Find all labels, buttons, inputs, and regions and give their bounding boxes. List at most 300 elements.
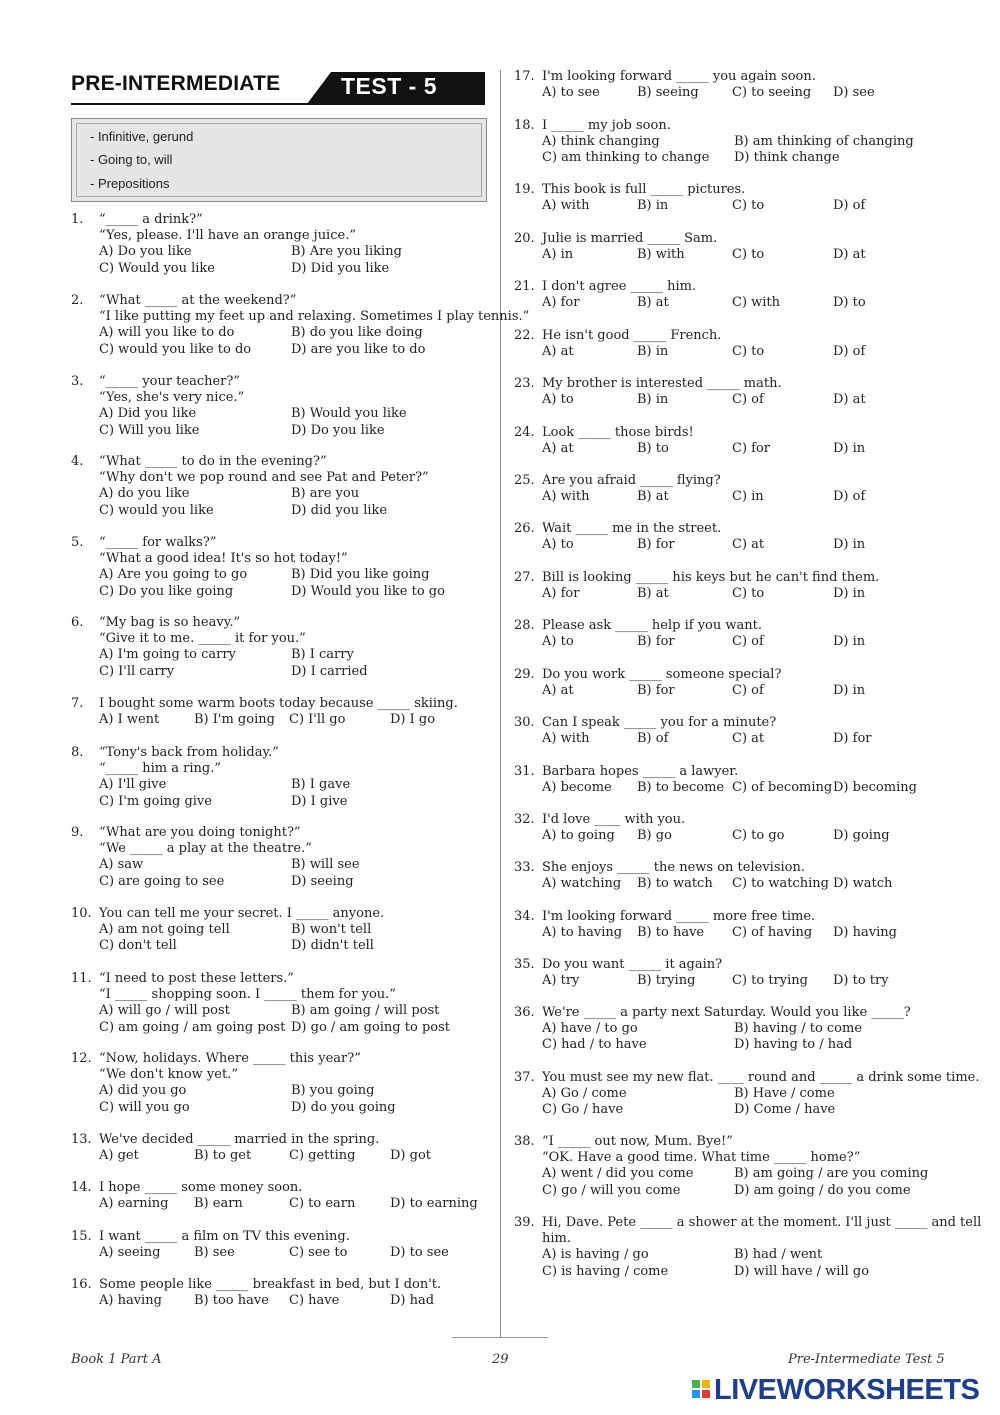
footer-rule	[452, 1337, 548, 1338]
answer-option[interactable]: A) is having / go	[542, 1247, 649, 1263]
answer-option[interactable]: A) I'll give	[99, 777, 167, 793]
answer-option[interactable]: C) I'll go	[289, 712, 346, 728]
answer-option[interactable]: D) having	[833, 925, 897, 941]
answer-option[interactable]: A) have / to go	[542, 1021, 638, 1037]
question-number: 23.	[514, 376, 535, 391]
question-stem: You must see my new flat. ____ round and _____ a drink some time.	[542, 1070, 980, 1085]
question-item	[514, 957, 889, 989]
answer-option[interactable]: B) earn	[194, 1196, 243, 1212]
answer-option[interactable]: D) am going / do you come	[734, 1182, 911, 1198]
answer-option[interactable]: C) to trying	[732, 973, 808, 989]
question-item	[514, 521, 866, 553]
answer-option[interactable]: C) getting	[289, 1148, 356, 1164]
answer-option[interactable]: B) had / went	[734, 1247, 823, 1263]
question-number: 17.	[514, 69, 535, 84]
question-stem: “I like putting my feet up and relaxing. Sometimes I play tennis.”	[99, 309, 530, 325]
answer-option[interactable]: C) of	[732, 392, 764, 408]
question-number: 24.	[514, 425, 535, 440]
answer-option[interactable]: C) see to	[289, 1245, 348, 1261]
question-item	[71, 535, 445, 600]
answer-option[interactable]: B) I gave	[291, 777, 351, 793]
question-item	[514, 1070, 979, 1119]
answer-option[interactable]: A) think changing	[542, 134, 660, 150]
question-item	[514, 1005, 911, 1054]
question-stem: “What _____ to do in the evening?”	[99, 454, 327, 469]
answer-option[interactable]: D) having to / had	[734, 1037, 853, 1053]
answer-option[interactable]: C) would you like to do	[99, 341, 252, 357]
answer-option[interactable]: D) Do you like	[291, 422, 385, 438]
question-number: 30.	[514, 715, 535, 730]
answer-option[interactable]: B) of	[637, 731, 669, 747]
answer-option[interactable]: B) seeing	[637, 85, 699, 101]
question-stem: “I need to post these letters.”	[99, 971, 294, 986]
question-number: 15.	[71, 1229, 92, 1244]
question-number: 38.	[514, 1134, 535, 1149]
question-number: 13.	[71, 1132, 92, 1147]
answer-option[interactable]: A) try	[542, 973, 580, 989]
answer-option[interactable]: A) saw	[99, 857, 144, 873]
question-stem: Some people like _____ breakfast in bed, but I don't.	[99, 1277, 442, 1292]
answer-option[interactable]: C) are going to see	[99, 873, 225, 889]
question-stem: We're _____ a party next Saturday. Would you like _____?	[542, 1005, 911, 1020]
answer-option[interactable]: D) do you going	[291, 1099, 396, 1115]
question-item	[514, 279, 866, 311]
answer-option[interactable]: B) to become	[637, 780, 725, 796]
question-stem: “_____ your teacher?”	[99, 374, 241, 389]
question-number: 6.	[71, 615, 84, 630]
answer-option[interactable]: B) with	[637, 247, 685, 263]
answer-option[interactable]: D) becoming	[833, 780, 917, 796]
answer-option[interactable]: A) with	[542, 489, 590, 505]
answer-option[interactable]: B) at	[637, 489, 669, 505]
answer-option[interactable]: A) for	[542, 295, 580, 311]
question-stem: “What _____ at the weekend?”	[99, 293, 297, 308]
answer-option[interactable]: A) get	[99, 1148, 139, 1164]
logo-square-icon	[692, 1390, 700, 1398]
answer-option[interactable]: D) I give	[291, 793, 348, 809]
answer-option[interactable]: A) will go / will post	[99, 1003, 230, 1019]
question-stem: “My bag is so heavy.”	[99, 615, 241, 630]
answer-option[interactable]: B) won't tell	[291, 922, 372, 938]
answer-option[interactable]: A) watching	[542, 876, 622, 892]
answer-option[interactable]: A) I'm going to carry	[99, 647, 236, 663]
answer-option[interactable]: D) at	[833, 392, 866, 408]
footer-test-name: Pre-Intermediate Test 5	[788, 1352, 945, 1367]
answer-option[interactable]: D) go / am going to post	[291, 1019, 450, 1035]
answer-option[interactable]: C) to watching	[732, 876, 829, 892]
question-stem: “_____ a drink?”	[99, 212, 203, 227]
question-item	[514, 118, 914, 167]
answer-option[interactable]: B) at	[637, 586, 669, 602]
question-stem: I _____ my job soon.	[542, 118, 671, 133]
answer-option[interactable]: B) I'm going	[194, 712, 275, 728]
column-divider	[500, 70, 501, 1338]
answer-option[interactable]: A) with	[542, 198, 590, 214]
question-number: 35.	[514, 957, 535, 972]
answer-option[interactable]: D) seeing	[291, 873, 354, 889]
answer-option[interactable]: A) Did you like	[99, 406, 197, 422]
answer-option[interactable]: D) are you like to do	[291, 341, 426, 357]
question-stem: We've decided _____ married in the spring.	[99, 1132, 380, 1147]
question-stem: “OK. Have a good time. What time _____ home?”	[542, 1150, 861, 1166]
question-stem: Hi, Dave. Pete _____ a shower at the moment. I'll just _____ and tell	[542, 1215, 982, 1230]
topic-item: - Infinitive, gerund	[90, 129, 194, 144]
answer-option[interactable]: B) to	[637, 441, 669, 457]
logo-text: LIVEWORKSHEETS	[714, 1374, 980, 1406]
question-stem: “What a good idea! It's so hot today!”	[99, 551, 348, 567]
answer-option[interactable]: A) become	[542, 780, 612, 796]
answer-option[interactable]: C) of	[732, 634, 764, 650]
question-stem: “I _____ shopping soon. I _____ them for you.”	[99, 987, 396, 1003]
answer-option[interactable]: B) Have / come	[734, 1086, 835, 1102]
question-number: 4.	[71, 454, 84, 469]
question-stem: him.	[542, 1231, 571, 1247]
answer-option[interactable]: D) in	[833, 537, 866, 553]
question-item	[514, 812, 890, 844]
answer-option[interactable]: A) to	[542, 392, 574, 408]
answer-option[interactable]: C) have	[289, 1293, 340, 1309]
question-number: 22.	[514, 328, 535, 343]
question-stem: My brother is interested _____ math.	[542, 376, 782, 391]
answer-option[interactable]: C) I'm going give	[99, 793, 212, 809]
question-number: 33.	[514, 860, 535, 875]
question-item	[71, 374, 407, 439]
answer-option[interactable]: D) of	[833, 489, 866, 505]
question-item	[514, 425, 866, 457]
question-item	[514, 69, 875, 101]
question-item	[514, 715, 872, 747]
answer-option[interactable]: A) to	[542, 634, 574, 650]
logo-square-icon	[692, 1380, 700, 1388]
question-stem: Barbara hopes _____ a lawyer.	[542, 764, 739, 779]
question-stem: I bought some warm boots today because _____ skiing.	[99, 696, 458, 711]
answer-option[interactable]: C) at	[732, 731, 765, 747]
question-item	[71, 1132, 431, 1164]
question-number: 37.	[514, 1070, 535, 1085]
question-item	[514, 182, 866, 214]
answer-option[interactable]: D) to see	[390, 1245, 449, 1261]
answer-option[interactable]: C) go / will you come	[542, 1182, 681, 1198]
question-stem: I'm looking forward _____ you again soon.	[542, 69, 816, 84]
question-number: 20.	[514, 231, 535, 246]
question-item	[514, 570, 879, 602]
answer-option[interactable]: D) I carried	[291, 663, 368, 679]
question-number: 18.	[514, 118, 535, 133]
question-stem: He isn't good _____ French.	[542, 328, 722, 343]
question-stem: “_____ for walks?”	[99, 535, 217, 550]
answer-option[interactable]: D) going	[833, 828, 890, 844]
question-number: 10.	[71, 906, 92, 921]
answer-option[interactable]: C) I'll carry	[99, 663, 175, 679]
question-item	[514, 667, 866, 699]
answer-option[interactable]: C) with	[732, 295, 781, 311]
question-stem: “We don't know yet.”	[99, 1067, 238, 1083]
answer-option[interactable]: B) for	[637, 634, 675, 650]
question-stem: Please ask _____ help if you want.	[542, 618, 762, 633]
question-item	[71, 825, 360, 890]
answer-option[interactable]: C) to earn	[289, 1196, 356, 1212]
answer-option[interactable]: A) in	[542, 247, 574, 263]
answer-option[interactable]: D) did you like	[291, 502, 388, 518]
logo-square-icon	[702, 1380, 710, 1388]
question-item	[71, 615, 368, 680]
answer-option[interactable]: A) I went	[99, 712, 160, 728]
answer-option[interactable]: A) Go / come	[542, 1086, 627, 1102]
answer-option[interactable]: B) in	[637, 392, 669, 408]
question-item	[514, 376, 866, 408]
header-rule	[71, 103, 485, 105]
answer-option[interactable]: A) at	[542, 441, 574, 457]
question-stem: Are you afraid _____ flying?	[542, 473, 721, 488]
answer-option[interactable]: B) for	[637, 683, 675, 699]
answer-option[interactable]: C) to	[732, 344, 765, 360]
question-item	[514, 764, 917, 796]
answer-option[interactable]: B) am going / are you coming	[734, 1166, 929, 1182]
answer-option[interactable]: B) will see	[291, 857, 360, 873]
question-number: 5.	[71, 535, 84, 550]
question-stem: “Now, holidays. Where _____ this year?”	[99, 1051, 361, 1066]
answer-option[interactable]: D) got	[390, 1148, 431, 1164]
answer-option[interactable]: D) of	[833, 344, 866, 360]
answer-option[interactable]: D) I go	[390, 712, 436, 728]
answer-option[interactable]: D) see	[833, 85, 875, 101]
question-stem: I want _____ a film on TV this evening.	[99, 1229, 350, 1244]
question-item	[71, 293, 529, 358]
question-stem: Look _____ those birds!	[542, 425, 694, 440]
answer-option[interactable]: C) will you go	[99, 1099, 190, 1115]
question-item	[71, 1051, 396, 1116]
answer-option[interactable]: B) Are you liking	[291, 244, 402, 260]
answer-option[interactable]: B) trying	[637, 973, 696, 989]
answer-option[interactable]: A) to having	[542, 925, 623, 941]
question-number: 16.	[71, 1277, 92, 1292]
answer-option[interactable]: B) to have	[637, 925, 705, 941]
question-stem: You can tell me your secret. I _____ anyone.	[99, 906, 385, 921]
question-number: 26.	[514, 521, 535, 536]
question-number: 1.	[71, 212, 84, 227]
answer-option[interactable]: C) of	[732, 683, 764, 699]
answer-option[interactable]: D) think change	[734, 150, 840, 166]
question-item	[71, 454, 429, 519]
answer-option[interactable]: D) will have / will go	[734, 1263, 870, 1279]
answer-option[interactable]: D) of	[833, 198, 866, 214]
answer-option[interactable]: D) had	[390, 1293, 435, 1309]
answer-option[interactable]: B) I carry	[291, 647, 354, 663]
answer-option[interactable]: C) am going / am going post	[99, 1019, 286, 1035]
question-number: 11.	[71, 971, 92, 986]
question-number: 27.	[514, 570, 535, 585]
question-number: 39.	[514, 1215, 535, 1230]
question-stem: “_____ him a ring.”	[99, 761, 221, 777]
question-stem: “Yes, please. I'll have an orange juice.”	[99, 228, 356, 244]
question-stem: “Tony's back from holiday.”	[99, 745, 279, 760]
answer-option[interactable]: C) at	[732, 537, 765, 553]
answer-option[interactable]: C) to go	[732, 828, 785, 844]
question-stem: I hope _____ some money soon.	[99, 1180, 303, 1195]
level-title: PRE-INTERMEDIATE	[71, 72, 281, 95]
question-number: 34.	[514, 909, 535, 924]
question-stem: I'm looking forward _____ more free time.	[542, 909, 816, 924]
question-number: 31.	[514, 764, 535, 779]
question-stem: Do you work _____ someone special?	[542, 667, 782, 682]
answer-option[interactable]: D) in	[833, 634, 866, 650]
page-number: 29	[492, 1352, 509, 1367]
question-stem: “Yes, she's very nice.”	[99, 390, 245, 406]
answer-option[interactable]: B) to get	[194, 1148, 252, 1164]
answer-option[interactable]: D) to try	[833, 973, 889, 989]
answer-option[interactable]: A) for	[542, 586, 580, 602]
question-stem: She enjoys _____ the news on television.	[542, 860, 805, 875]
question-number: 3.	[71, 374, 84, 389]
answer-option[interactable]: B) at	[637, 295, 669, 311]
question-item	[514, 328, 866, 360]
answer-option[interactable]: C) to	[732, 586, 765, 602]
answer-option[interactable]: B) Did you like going	[291, 567, 430, 583]
answer-option[interactable]: B) Would you like	[291, 406, 407, 422]
question-stem: Bill is looking _____ his keys but he can't find them.	[542, 570, 880, 585]
answer-option[interactable]: D) for	[833, 731, 872, 747]
question-item	[71, 906, 384, 955]
test-title: TEST - 5	[341, 73, 438, 99]
question-number: 25.	[514, 473, 535, 488]
answer-option[interactable]: D) in	[833, 441, 866, 457]
answer-option[interactable]: C) Do you like going	[99, 583, 234, 599]
answer-option[interactable]: A) at	[542, 683, 574, 699]
topics-box	[71, 118, 487, 202]
answer-option[interactable]: C) of becoming	[732, 780, 833, 796]
answer-option[interactable]: B) are you	[291, 486, 360, 502]
question-stem: I don't agree _____ him.	[542, 279, 697, 294]
answer-option[interactable]: A) do you like	[99, 486, 190, 502]
question-stem: This book is full _____ pictures.	[542, 182, 746, 197]
question-number: 14.	[71, 1180, 92, 1195]
answer-option[interactable]: A) am not going tell	[99, 922, 230, 938]
question-item	[514, 909, 897, 941]
answer-option[interactable]: D) Would you like to go	[291, 583, 445, 599]
answer-option[interactable]: A) to	[542, 537, 574, 553]
answer-option[interactable]: A) Do you like	[99, 244, 192, 260]
question-stem: “Why don't we pop round and see Pat and Peter?”	[99, 470, 429, 486]
answer-option[interactable]: B) see	[194, 1245, 235, 1261]
answer-option[interactable]: B) in	[637, 198, 669, 214]
test-header	[71, 72, 485, 104]
question-item	[514, 473, 866, 505]
answer-option[interactable]: A) with	[542, 731, 590, 747]
question-number: 2.	[71, 293, 84, 308]
question-stem: Julie is married _____ Sam.	[542, 231, 718, 246]
answer-option[interactable]: A) at	[542, 344, 574, 360]
answer-option[interactable]: D) at	[833, 247, 866, 263]
answer-option[interactable]: A) Are you going to go	[99, 567, 248, 583]
question-number: 36.	[514, 1005, 535, 1020]
answer-option[interactable]: C) to	[732, 247, 765, 263]
question-item	[71, 212, 402, 277]
answer-option[interactable]: B) you going	[291, 1083, 375, 1099]
question-number: 9.	[71, 825, 84, 840]
answer-option[interactable]: B) too have	[194, 1293, 269, 1309]
answer-option[interactable]: D) didn't tell	[291, 938, 374, 954]
answer-option[interactable]: D) in	[833, 683, 866, 699]
answer-option[interactable]: B) to watch	[637, 876, 713, 892]
question-number: 8.	[71, 745, 84, 760]
answer-option[interactable]: C) don't tell	[99, 938, 177, 954]
answer-option[interactable]: C) to seeing	[732, 85, 812, 101]
answer-option[interactable]: A) to see	[542, 85, 600, 101]
answer-option[interactable]: C) Go / have	[542, 1102, 624, 1118]
question-number: 28.	[514, 618, 535, 633]
answer-option[interactable]: C) am thinking to change	[542, 150, 710, 166]
answer-option[interactable]: C) Will you like	[99, 422, 200, 438]
answer-option[interactable]: C) had / to have	[542, 1037, 647, 1053]
question-number: 32.	[514, 812, 535, 827]
answer-option[interactable]: A) went / did you come	[542, 1166, 694, 1182]
answer-option[interactable]: B) do you like doing	[291, 325, 423, 341]
question-number: 29.	[514, 667, 535, 682]
answer-option[interactable]: A) seeing	[99, 1245, 161, 1261]
question-item	[71, 971, 450, 1036]
question-item	[71, 1277, 441, 1309]
answer-option[interactable]: B) am going / will post	[291, 1003, 440, 1019]
answer-option[interactable]: A) earning	[99, 1196, 169, 1212]
answer-option[interactable]: C) Would you like	[99, 260, 216, 276]
question-stem: Can I speak _____ you for a minute?	[542, 715, 777, 730]
answer-option[interactable]: B) having / to come	[734, 1021, 863, 1037]
answer-option[interactable]: B) go	[637, 828, 672, 844]
question-number: 12.	[71, 1051, 92, 1066]
question-number: 21.	[514, 279, 535, 294]
question-item	[71, 1180, 478, 1212]
answer-option[interactable]: B) am thinking of changing	[734, 134, 914, 150]
topic-item: - Going to, will	[90, 152, 173, 167]
answer-option[interactable]: D) Come / have	[734, 1102, 836, 1118]
answer-option[interactable]: B) in	[637, 344, 669, 360]
answer-option[interactable]: C) would you like	[99, 502, 214, 518]
question-stem: Do you want _____ it again?	[542, 957, 723, 972]
answer-option[interactable]: C) in	[732, 489, 764, 505]
question-stem: Wait _____ me in the street.	[542, 521, 722, 536]
question-number: 7.	[71, 696, 84, 711]
question-stem: “I _____ out now, Mum. Bye!”	[542, 1134, 733, 1149]
question-item	[514, 860, 893, 892]
question-item	[71, 745, 351, 810]
answer-option[interactable]: B) for	[637, 537, 675, 553]
question-number: 19.	[514, 182, 535, 197]
answer-option[interactable]: C) of having	[732, 925, 813, 941]
answer-option[interactable]: D) to	[833, 295, 866, 311]
answer-option[interactable]: D) watch	[833, 876, 893, 892]
answer-option[interactable]: D) Did you like	[291, 260, 390, 276]
answer-option[interactable]: A) did you go	[99, 1083, 187, 1099]
footer-book: Book 1 Part A	[71, 1352, 162, 1367]
answer-option[interactable]: A) to going	[542, 828, 615, 844]
question-stem: “We _____ a play at the theatre.”	[99, 841, 312, 857]
answer-option[interactable]: D) to earning	[390, 1196, 478, 1212]
question-item	[514, 231, 866, 263]
answer-option[interactable]: C) is having / come	[542, 1263, 669, 1279]
answer-option[interactable]: C) to	[732, 198, 765, 214]
logo-square-icon	[702, 1390, 710, 1398]
answer-option[interactable]: A) will you like to do	[99, 325, 235, 341]
answer-option[interactable]: A) having	[99, 1293, 162, 1309]
question-stem: “What are you doing tonight?”	[99, 825, 301, 840]
question-stem: I'd love ____ with you.	[542, 812, 686, 827]
question-item	[71, 1229, 449, 1261]
answer-option[interactable]: D) in	[833, 586, 866, 602]
answer-option[interactable]: C) for	[732, 441, 771, 457]
question-stem: “Give it to me. _____ it for you.”	[99, 631, 306, 647]
question-item	[514, 1215, 981, 1280]
topic-item: - Prepositions	[90, 176, 170, 191]
